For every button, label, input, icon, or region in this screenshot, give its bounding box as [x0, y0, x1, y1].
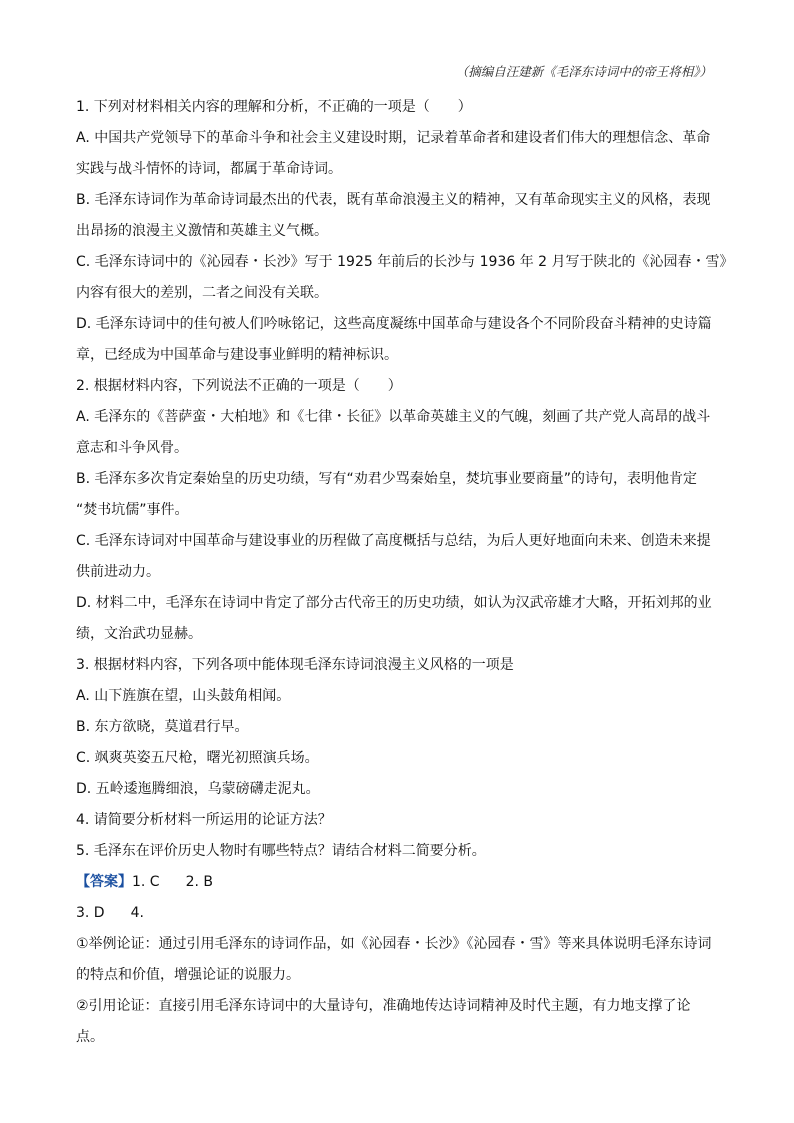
question-stem: 2. 根据材料内容，下列说法不正确的一项是（ ）	[76, 378, 402, 394]
option-c-line-1: C. 毛泽东诗词中的《沁园春・长沙》写于 1925 年前后的长沙与 1936 年 2 月写于陕北的《沁园春・雪》	[76, 254, 734, 270]
option-b: B. 东方欲晓，莫道君行早。	[76, 719, 249, 735]
question-2	[76, 371, 718, 650]
question-5	[76, 836, 718, 867]
answer-4: 4.	[130, 905, 144, 921]
option-d: D. 五岭逶迤腾细浪，乌蒙磅礴走泥丸。	[76, 781, 320, 797]
question-3	[76, 650, 718, 805]
option-d-line-1: D. 材料二中，毛泽东在诗词中肯定了部分古代帝王的历史功绩，如认为汉武帝雄才大略，开拓刘邦的业	[76, 595, 712, 611]
option-a: A. 山下旌旗在望，山头鼓角相闻。	[76, 688, 291, 704]
option-b-line-1: B. 毛泽东多次肯定秦始皇的历史功绩，写有“劝君少骂秦始皇，焚坑事业要商量”的诗句，表明他肯定	[76, 471, 698, 487]
answer-line-1	[76, 867, 718, 898]
answer-2: 2. B	[185, 874, 214, 890]
question-stem: 1. 下列对材料相关内容的理解和分析，不正确的一项是（ ）	[76, 99, 472, 115]
option-a-line-1: A. 中国共产党领导下的革命斗争和社会主义建设时期，记录着革命者和建设者们伟大的理想信念、革命	[76, 130, 711, 146]
answer-point-1-line-1: ①举例论证：通过引用毛泽东的诗词作品，如《沁园春・长沙》《沁园春・雪》等来具体说明毛泽东诗词	[76, 936, 712, 952]
option-b-line-1: B. 毛泽东诗词作为革命诗词最杰出的代表，既有革命浪漫主义的精神，又有革命现实主义的风格，表现	[76, 192, 711, 208]
option-d-line-2: 绩，文治武功显赫。	[76, 626, 202, 642]
answer-3: 3. D	[76, 905, 105, 921]
option-a-line-1: A. 毛泽东的《菩萨蛮・大柏地》和《七律・长征》以革命英雄主义的气魄，刻画了共产党人高昂的战斗	[76, 409, 711, 425]
option-d-line-1: D. 毛泽东诗词中的佳句被人们吟咏铭记，这些高度凝练中国革命与建设各个不同阶段奋斗精神的史诗篇	[76, 316, 712, 332]
answer-point-2-line-1: ②引用论证：直接引用毛泽东诗词中的大量诗句，准确地传达诗词精神及时代主题，有力地支撑了论	[76, 998, 691, 1014]
answer-tag: 【答案】	[76, 874, 132, 890]
source-note: （摘编自汪建新《毛泽东诗词中的帝王将相》）	[455, 64, 712, 79]
answer-point-2-line-2: 点。	[76, 1029, 104, 1045]
answer-point-1-line-2: 的特点和价值，增强论证的说服力。	[76, 967, 300, 983]
question-1	[76, 92, 734, 371]
question-4	[76, 805, 718, 836]
option-a-line-2: 实践与战斗情怀的诗词，都属于革命诗词。	[76, 161, 342, 177]
question-body	[76, 92, 734, 1053]
question-stem: 5. 毛泽东在评价历史人物时有哪些特点？请结合材料二简要分析。	[76, 843, 486, 859]
option-c-line-2: 内容有很大的差别，二者之间没有关联。	[76, 285, 328, 301]
option-b-line-2: “焚书坑儒”事件。	[76, 502, 189, 518]
option-c: C. 飒爽英姿五尺枪，曙光初照演兵场。	[76, 750, 319, 766]
option-d-line-2: 章，已经成为中国革命与建设事业鲜明的精神标识。	[76, 347, 398, 363]
answer-line-2	[76, 898, 718, 929]
answer-1: 1. C	[132, 874, 160, 890]
question-stem: 4. 请简要分析材料一所运用的论证方法？	[76, 812, 332, 828]
option-c-line-2: 供前进动力。	[76, 564, 160, 580]
option-a-line-2: 意志和斗争风骨。	[76, 440, 188, 456]
option-c-line-1: C. 毛泽东诗词对中国革命与建设事业的历程做了高度概括与总结，为后人更好地面向未来、创造未来提	[76, 533, 711, 549]
question-stem: 3. 根据材料内容，下列各项中能体现毛泽东诗词浪漫主义风格的一项是	[76, 657, 514, 673]
answer-section	[76, 867, 718, 1053]
option-b-line-2: 出昂扬的浪漫主义激情和英雄主义气概。	[76, 223, 328, 239]
